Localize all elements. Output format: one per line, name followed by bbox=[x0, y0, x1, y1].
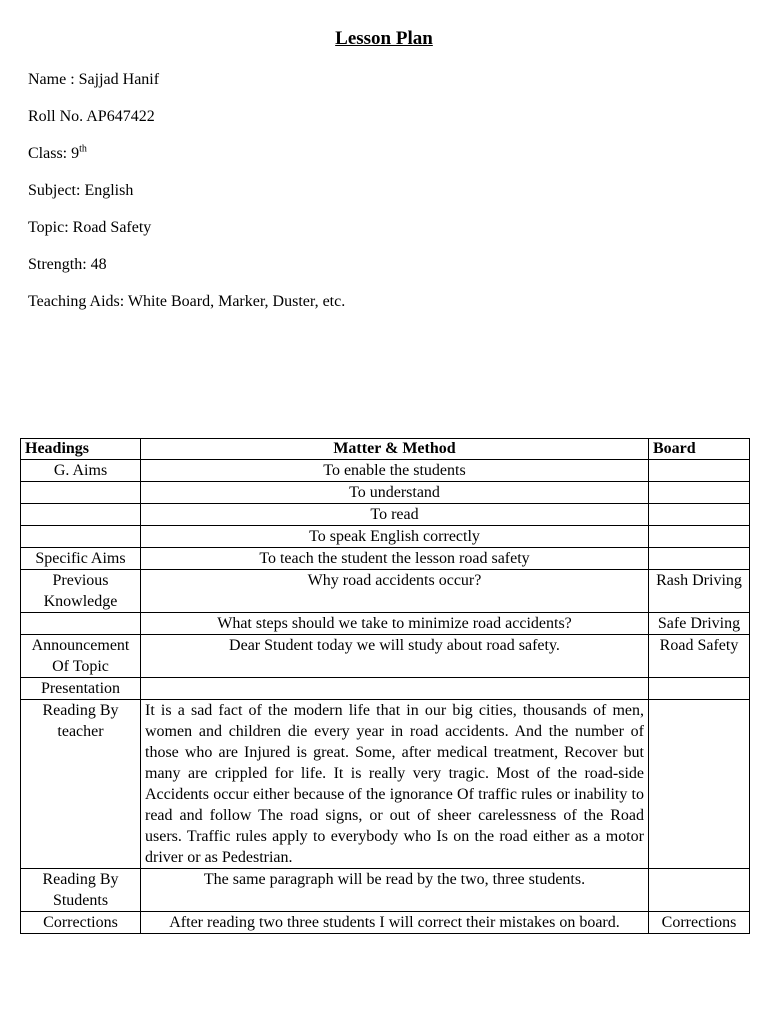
row-board-cell bbox=[649, 869, 750, 912]
table-row bbox=[21, 504, 750, 526]
table-row bbox=[21, 635, 750, 678]
table-row bbox=[21, 613, 750, 635]
row-heading-cell: Reading By Students bbox=[21, 869, 141, 912]
row-matter-cell: It is a sad fact of the modern life that in our big cities, thousands of men, women and children die every year in road accidents. And the number of those who are Injured is great. Some, after medical treatment, Recover but many are crippled for life. It is really very tragic. Most of the road-side Accidents occur either because of the ignorance Of traffic rules or inability to read and follow The road signs, or out of sheer carelessness of the Road users. Traffic rules apply to everybody who Is on the road either as a motor driver or as Pedestrian. bbox=[141, 700, 649, 869]
row-matter-cell: What steps should we take to minimize road accidents? bbox=[141, 613, 649, 635]
row-heading-cell: Corrections bbox=[21, 912, 141, 934]
row-heading-cell: Specific Aims bbox=[21, 548, 141, 570]
row-board-cell: Safe Driving bbox=[649, 613, 750, 635]
topic-field: Topic: Road Safety bbox=[28, 219, 152, 236]
row-board-cell bbox=[649, 482, 750, 504]
header-matter-method: Matter & Method bbox=[141, 439, 649, 460]
row-heading-cell bbox=[21, 504, 141, 526]
row-board-cell bbox=[649, 678, 750, 700]
table-header-row bbox=[21, 439, 750, 460]
row-board-cell bbox=[649, 548, 750, 570]
row-board-cell: Rash Driving bbox=[649, 570, 750, 613]
table-row bbox=[21, 526, 750, 548]
row-matter-cell: After reading two three students I will correct their mistakes on board. bbox=[141, 912, 649, 934]
strength-field: Strength: 48 bbox=[28, 256, 107, 273]
row-heading-cell: G. Aims bbox=[21, 460, 141, 482]
roll-number-field: Roll No. AP647422 bbox=[28, 108, 155, 125]
table-row bbox=[21, 548, 750, 570]
row-heading-cell: Previous Knowledge bbox=[21, 570, 141, 613]
row-matter-cell bbox=[141, 678, 649, 700]
row-matter-cell: To read bbox=[141, 504, 649, 526]
row-matter-cell: To understand bbox=[141, 482, 649, 504]
table-row bbox=[21, 700, 750, 869]
row-board-cell bbox=[649, 504, 750, 526]
row-heading-cell bbox=[21, 526, 141, 548]
row-matter-cell: Dear Student today we will study about road safety. bbox=[141, 635, 649, 678]
row-heading-cell: Reading By teacher bbox=[21, 700, 141, 869]
row-matter-cell: The same paragraph will be read by the two, three students. bbox=[141, 869, 649, 912]
row-heading-cell bbox=[21, 482, 141, 504]
lesson-plan-table bbox=[20, 438, 750, 934]
row-board-cell: Corrections bbox=[649, 912, 750, 934]
class-label: Class: 9 bbox=[28, 145, 80, 162]
row-matter-cell: To enable the students bbox=[141, 460, 649, 482]
table-row bbox=[21, 482, 750, 504]
header-board: Board bbox=[649, 439, 750, 460]
table-row bbox=[21, 912, 750, 934]
row-board-cell bbox=[649, 526, 750, 548]
row-matter-cell: To speak English correctly bbox=[141, 526, 649, 548]
row-matter-cell: Why road accidents occur? bbox=[141, 570, 649, 613]
row-board-cell: Road Safety bbox=[649, 635, 750, 678]
subject-field: Subject: English bbox=[28, 182, 134, 199]
table-row bbox=[21, 460, 750, 482]
header-headings: Headings bbox=[21, 439, 141, 460]
row-heading-cell bbox=[21, 613, 141, 635]
class-superscript: th bbox=[79, 143, 87, 155]
document-title: Lesson Plan bbox=[335, 28, 433, 49]
table-row bbox=[21, 570, 750, 613]
class-field bbox=[28, 144, 87, 164]
table-row bbox=[21, 678, 750, 700]
name-field: Name : Sajjad Hanif bbox=[28, 71, 160, 88]
table-row bbox=[21, 869, 750, 912]
row-heading-cell: Presentation bbox=[21, 678, 141, 700]
row-matter-cell: To teach the student the lesson road safety bbox=[141, 548, 649, 570]
row-heading-cell: Announcement Of Topic bbox=[21, 635, 141, 678]
teaching-aids-field: Teaching Aids: White Board, Marker, Duster, etc. bbox=[28, 293, 346, 310]
row-board-cell bbox=[649, 460, 750, 482]
row-board-cell bbox=[649, 700, 750, 869]
